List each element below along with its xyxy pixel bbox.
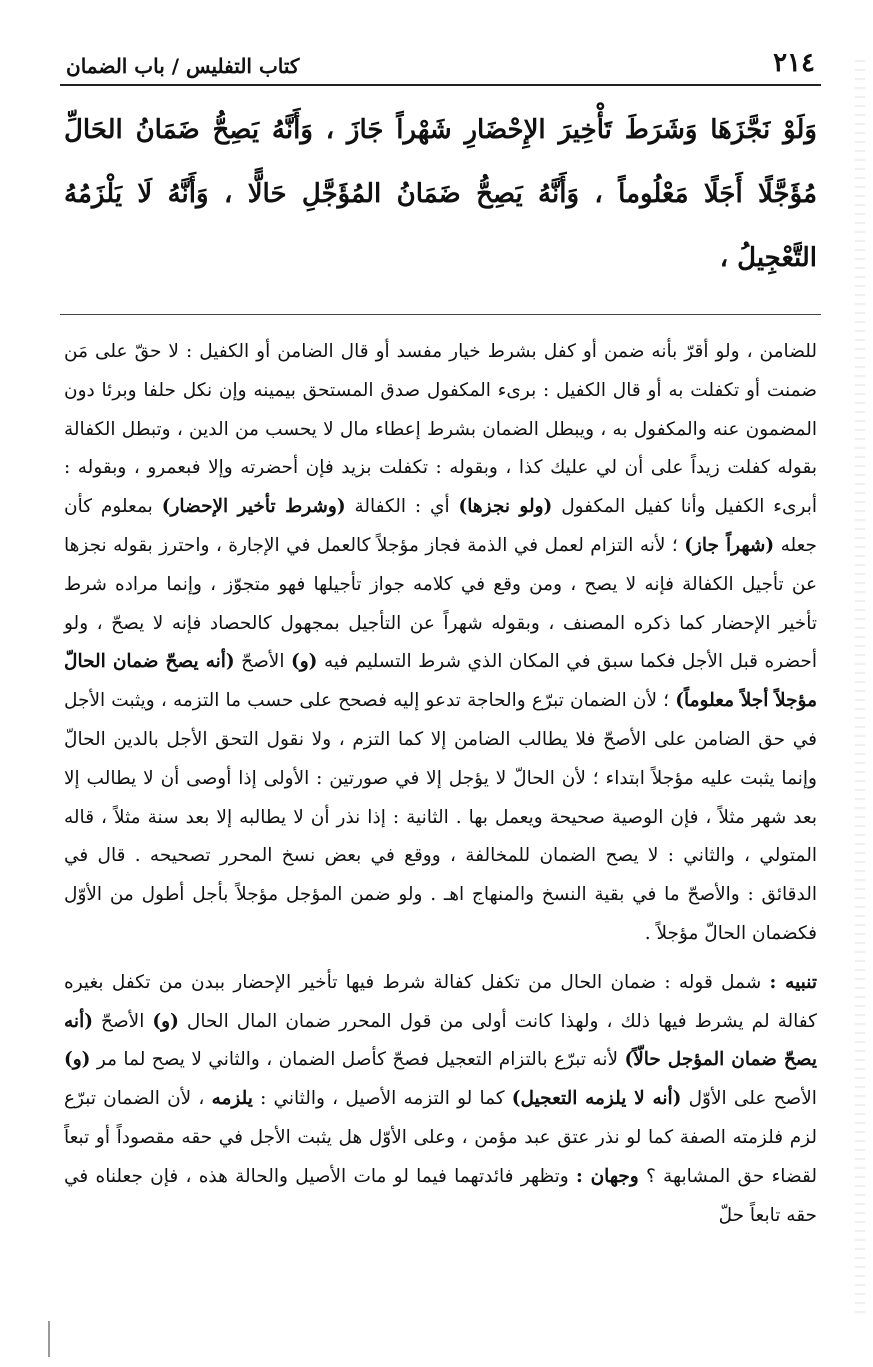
commentary-text: للضامن ، ولو أقرّ بأنه ضمن أو كفل بشرط خيار مفسد أو قال الضامن أو الكفيل : لا حقّ على مَن ضمنت أو تكفلت به أو قال الكفيل : برىء المكفول صدق المستحق بيمينه وإن نكل حلفا وبرئا دون المضمون عنه والمكفول به ، ويبطل الضمان بشرط إعطاء مال لا يحسب من الدين ، وتبطل الكفالة بقوله كفلت زيداً على أن لي عليك كذا ، وبقوله : تكفلت بزيد فإن أحضرته وإلا فبعمرو ، وبقوله : أبرىء الكفيل وأنا كفيل المكفول (64, 341, 817, 518)
paragraph-gap (60, 954, 821, 964)
commentary-text: ، لأن الضمان تبرّع لزم فلزمته الصفة كما لو نذر عتق عبد مؤمن ، وعلى الأوّل هل يثبت الأجل في حقه مقصوداً أو تبعاً لقضاء حق المشابهة ؟ (64, 1088, 817, 1187)
commentary-text: لأنه تبرّع بالتزام التعجيل فصحّ كأصل الضمان ، والثاني لا يصح لما مر (96, 1049, 619, 1071)
note-label: تنبيه : (769, 971, 817, 993)
section-divider (60, 314, 821, 315)
commentary-text: الأصح على الأوّل (688, 1088, 817, 1110)
scan-corner-mark (48, 1321, 50, 1357)
commentary-text: ؛ لأنه التزام لعمل في الذمة فجاز مؤجلاً كالعمل في الإجارة ، واحترز بقوله نجزها عن تأجيل الكفالة فإنه لا يصح ، ومن وقع في كلامه جواز تأجيلها فهو متجوّز ، وإنما مراده شرط تأخير الإحضار كما ذكره المصنف ، وبقوله شهراً عن التأجيل بمجهول كالحصاد فإنه لا يصحّ ، ولو أحضره قبل الأجل فكما سبق في المكان الذي شرط التسليم فيه (64, 534, 817, 673)
running-title: كتاب التفليس / باب الضمان (66, 54, 300, 78)
commentary-text: بمعلوم كأن جعله (64, 496, 817, 556)
commentary-text: الأصحّ (241, 651, 285, 673)
page-header (60, 44, 821, 86)
quoted-matn: (أنه لا يلزمه التعجيل) (511, 1088, 682, 1110)
commentary-paragraph-1 (64, 333, 817, 954)
quoted-matn: (و) (152, 1010, 179, 1032)
commentary-paragraph-2 (64, 964, 817, 1236)
quoted-matn: (شهراً جاز) (684, 534, 775, 556)
commentary-text: الأصحّ (101, 1010, 145, 1032)
matn-text: وَلَوْ نَجَّزَهَا وَشَرَطَ تَأْخِيرَ الإِحْضَارِ شَهْراً جَازَ ، وَأَنَّهُ يَصِحُّ ضَمَانُ الحَالِّ مُؤَجَّلًا أَجَلًا مَعْلُوماً ، وَأَنَّهُ يَصِحُّ ضَمَانُ المُؤَجَّلِ حَالًّا ، وَأَنَّهُ لَا يَلْزَمُهُ التَّعْجِيلُ ، (64, 115, 817, 273)
page-number: ٢١٤ (773, 48, 815, 78)
quoted-matn: (وشرط تأخير الإحضار) (161, 496, 346, 518)
quoted-matn: يلزمه (211, 1088, 253, 1110)
quoted-matn: (أنه يصحّ ضمان المؤجل حالّاً) (64, 1010, 817, 1071)
quoted-matn: (و) (291, 651, 318, 673)
scan-edge-noise (855, 60, 865, 1320)
commentary-text: وتظهر فائدتهما فيما لو مات الأصيل والحالة هذه ، فإن جعلناه في حقه تابعاً حلّ (64, 1165, 817, 1226)
quoted-matn: (و) (64, 1049, 91, 1071)
commentary-text: شمل قوله : ضمان الحال من تكفل كفالة شرط فيها تأخير الإحضار ببدن من تكفل بغيره كفالة لم يشرط فيها ذلك ، ولهذا كانت أولى من قول المحرر ضمان المال الحال (64, 971, 817, 1032)
commentary-text: أي : الكفالة (354, 496, 450, 518)
quoted-matn: وجهان : (575, 1165, 639, 1187)
commentary-text: كما لو التزمه الأصيل ، والثاني : (260, 1088, 505, 1110)
quoted-matn: (ولو نجزها) (458, 496, 553, 518)
quoted-matn: (أنه يصحّ ضمان الحالّ مؤجلاً أجلاً معلوماً) (64, 651, 817, 712)
commentary-text: ؛ لأن الضمان تبرّع والحاجة تدعو إليه فصحح على حسب ما التزمه ، ويثبت الأجل في حق الضامن على الأصحّ فلا يطالب الضامن إلا كما التزم ، ولا نقول التحق الأجل بالدين الحالّ وإنما يثبت عليه مؤجلاً ابتداء ؛ لأن الحالّ لا يؤجل إلا في صورتين : الأولى إذا أوصى أن لا يطالب إلا بعد شهر مثلاً ، فإن الوصية صحيحة ويعمل بها . الثانية : إذا نذر أن لا يطالبه إلا بعد سنة مثلاً ، قاله المتولي ، والثاني : لا يصح الضمان للمخالفة ، ووقع في بعض نسخ المحرر تصحيحه . قال في الدقائق : والأصحّ ما في بقية النسخ والمنهاج اهـ . ولو ضمن المؤجل مؤجلاً بأجل أطول من الأوّل فكضمان الحالّ مؤجلاً . (64, 690, 817, 944)
